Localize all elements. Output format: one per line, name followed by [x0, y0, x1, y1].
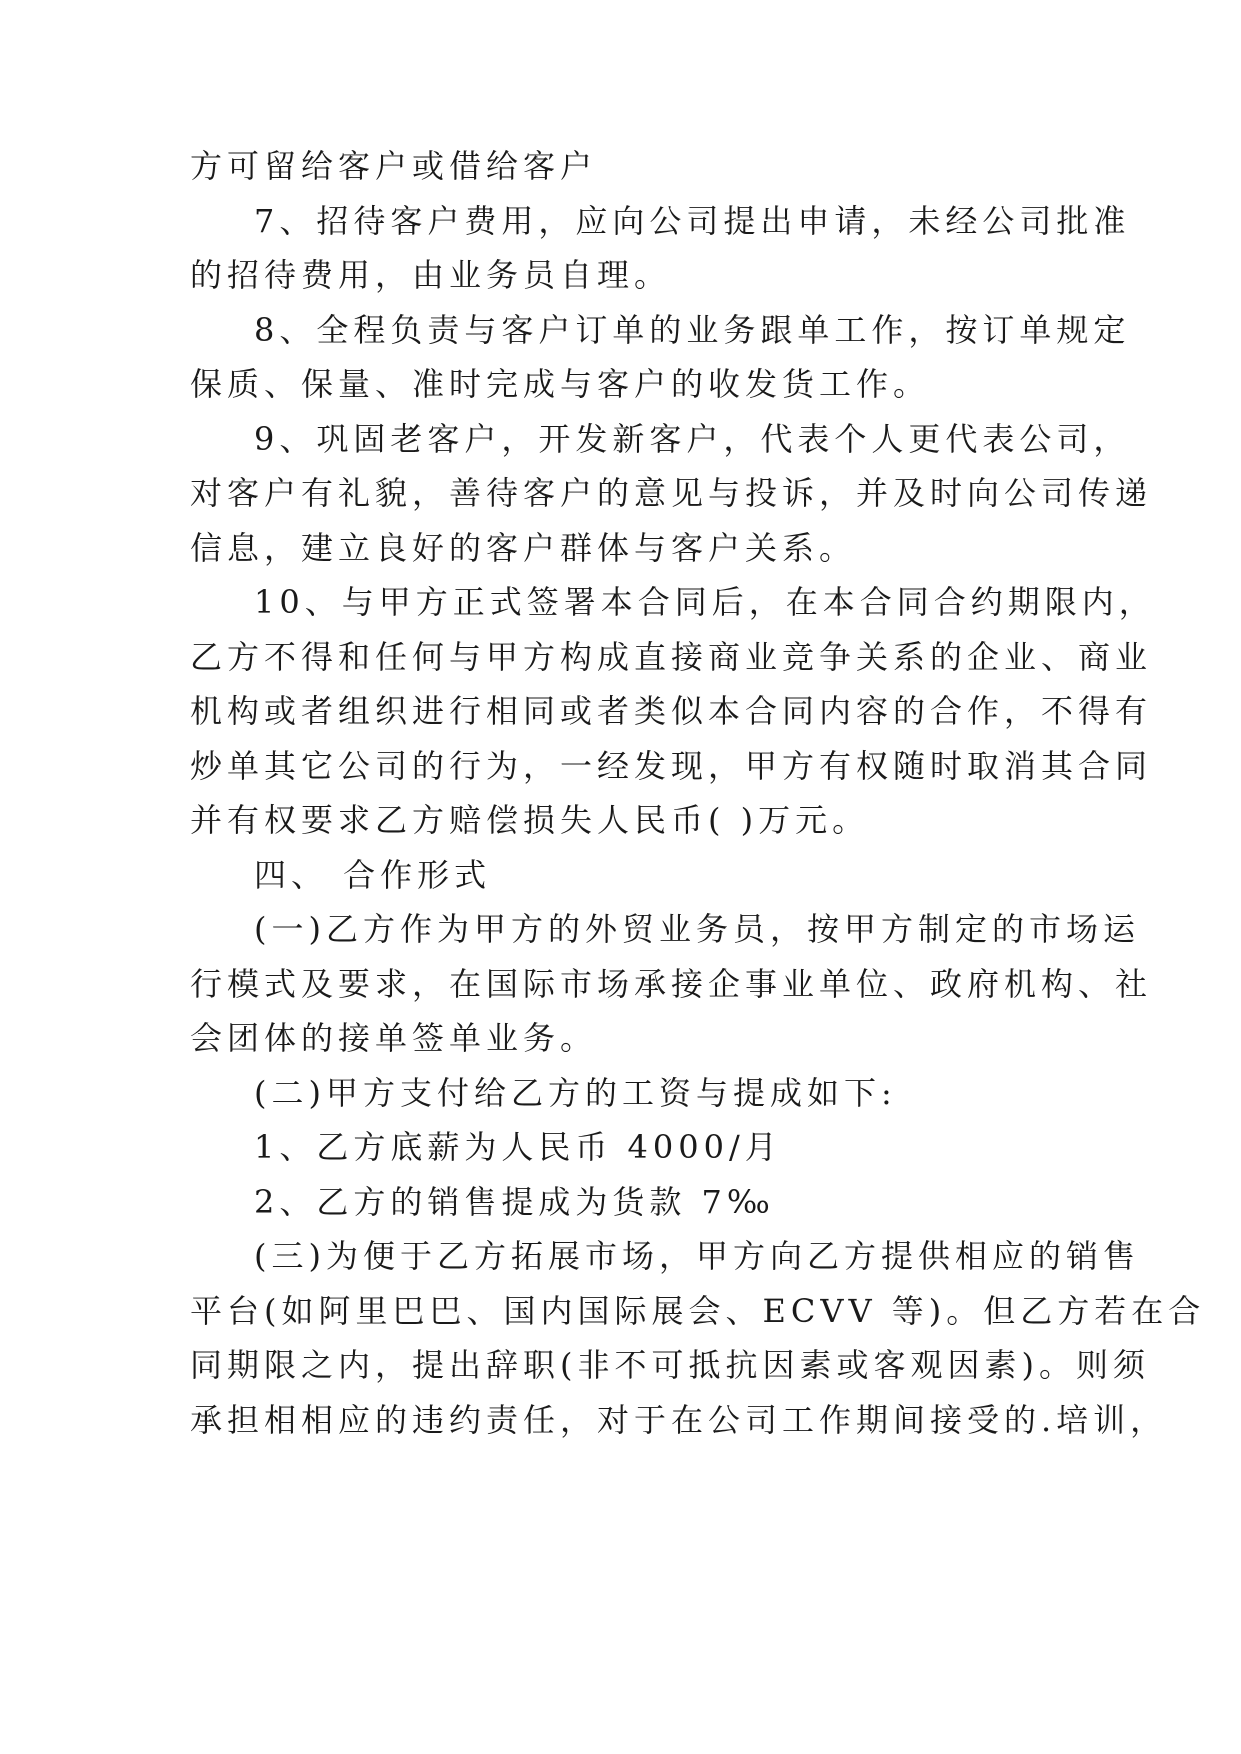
text-line-21: (三)为便于乙方拓展市场，甲方向乙方提供相应的销售 — [254, 1237, 1140, 1275]
text-line-15: (一)乙方作为甲方的外贸业务员，按甲方制定的市场运 — [254, 910, 1140, 948]
text-line-5: 保质、保量、准时完成与客户的收发货工作。 — [190, 365, 931, 403]
text-line-4: 8、全程负责与客户订单的业务跟单工作，按订单规定 — [254, 311, 1131, 349]
text-line-7: 对客户有礼貌，善待客户的意见与投诉，并及时向公司传递 — [190, 474, 1153, 512]
text-line-13: 并有权要求乙方赔偿损失人民币( )万元。 — [190, 801, 870, 839]
text-line-20: 2、乙方的销售提成为货款 7‰ — [254, 1183, 775, 1221]
text-line-12: 炒单其它公司的行为，一经发现，甲方有权随时取消其合同 — [190, 747, 1153, 785]
text-line-8: 信息，建立良好的客户群体与客户关系。 — [190, 529, 857, 567]
text-line-22: 平台(如阿里巴巴、国内国际展会、ECVV 等)。但乙方若在合 — [190, 1292, 1206, 1330]
text-line-19: 1、乙方底薪为人民币 4000/月 — [254, 1128, 782, 1166]
text-line-6: 9、巩固老客户，开发新客户，代表个人更代表公司， — [254, 420, 1131, 458]
text-line-10: 乙方不得和任何与甲方构成直接商业竞争关系的企业、商业 — [190, 638, 1153, 676]
text-line-23: 同期限之内，提出辞职(非不可抵抗因素或客观因素)。则须 — [190, 1346, 1150, 1384]
text-line-1: 方可留给客户或借给客户 — [190, 147, 598, 185]
section-heading: 四、 合作形式 — [254, 856, 492, 894]
text-line-16: 行模式及要求，在国际市场承接企事业单位、政府机构、社 — [190, 965, 1153, 1003]
text-line-3: 的招待费用，由业务员自理。 — [190, 256, 672, 294]
text-line-17: 会团体的接单签单业务。 — [190, 1019, 598, 1057]
text-line-18: (二)甲方支付给乙方的工资与提成如下: — [254, 1074, 897, 1112]
text-line-24: 承担相相应的违约责任，对于在公司工作期间接受的.培训， — [190, 1401, 1168, 1439]
text-line-11: 机构或者组织进行相同或者类似本合同内容的合作，不得有 — [190, 692, 1153, 730]
text-line-2: 7、招待客户费用，应向公司提出申请，未经公司批准 — [254, 202, 1131, 240]
text-line-9: 10、与甲方正式签署本合同后，在本合同合约期限内， — [254, 583, 1156, 621]
